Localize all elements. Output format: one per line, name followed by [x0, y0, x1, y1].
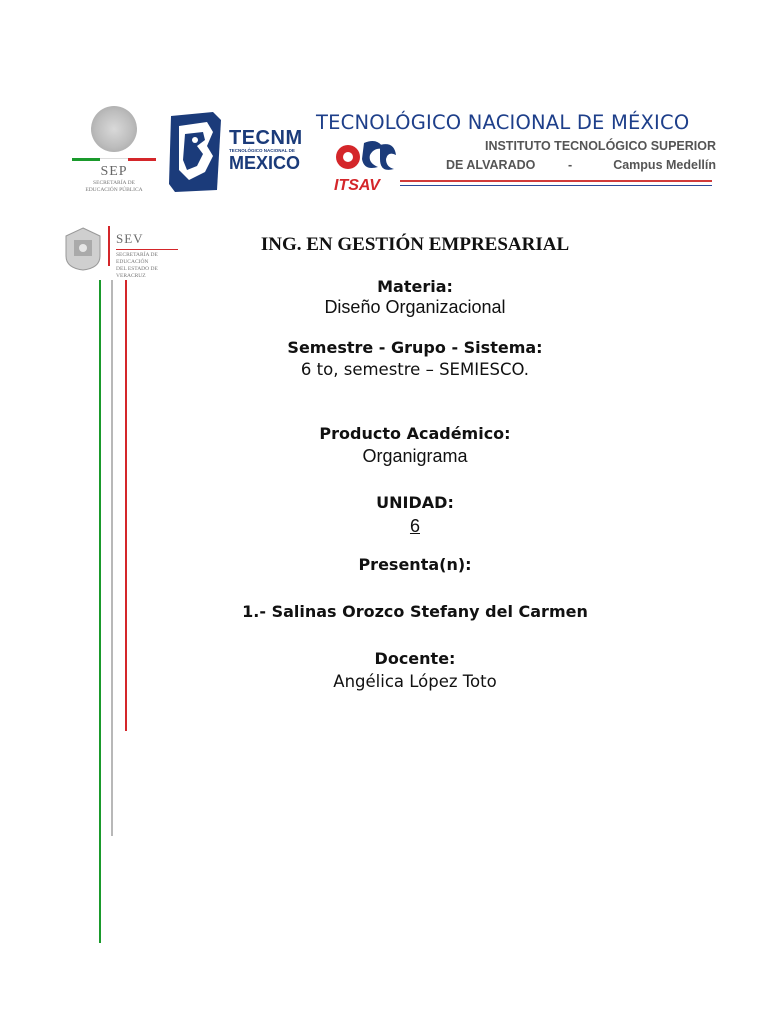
presenter-value: 1.- Salinas Orozco Stefany del Carmen: [242, 602, 588, 621]
institution-line-2-right: Campus Medellín: [613, 158, 716, 172]
header-rule-red: [400, 180, 712, 182]
sev-subtitle-2: DEL ESTADO DE VERACRUZ: [116, 266, 158, 279]
sep-title: SEP: [100, 164, 128, 179]
unit-label: UNIDAD:: [376, 493, 454, 512]
header-rule-blue: [400, 185, 712, 186]
subject-label: Materia:: [377, 277, 453, 296]
tecnm-tagline: TECNOLÓGICO NACIONAL DE: [229, 148, 295, 153]
product-label: Producto Académico:: [319, 424, 511, 443]
side-line-red: [125, 280, 127, 731]
presenter-label: Presenta(n):: [358, 555, 472, 574]
sev-title: SEV: [116, 231, 144, 246]
tecnm-country: MEXICO: [229, 153, 301, 173]
tecnm-name: TECNM: [229, 127, 303, 149]
tricolor-bar: [72, 158, 156, 161]
institution-title: TECNOLÓGICO NACIONAL DE MÉXICO: [316, 111, 690, 134]
side-line-green: [99, 280, 101, 943]
sev-subtitle-1: SECRETARÍA DE EDUCACIÓN: [116, 252, 158, 265]
itsav-emblem-icon: [334, 137, 398, 173]
subject-value: Diseño Organizacional: [324, 297, 506, 317]
product-value: Organigrama: [362, 446, 468, 466]
tecnm-emblem-icon: [167, 110, 225, 194]
sep-subtitle-1: SECRETARÍA DE: [93, 180, 135, 186]
mexico-seal-icon: [91, 106, 137, 152]
teacher-value: Angélica López Toto: [333, 672, 497, 691]
institution-line-2-separator: -: [568, 158, 573, 172]
institution-line-2-left: DE ALVARADO: [446, 158, 536, 172]
itsav-label: ITSAV: [334, 177, 380, 194]
semester-value: 6 to, semestre – SEMIESCO.: [300, 360, 530, 379]
institution-line-1: INSTITUTO TECNOLÓGICO SUPERIOR: [484, 139, 716, 153]
side-line-gray: [111, 280, 113, 836]
unit-value: 6: [409, 516, 420, 536]
tecnm-wordmark: [229, 128, 313, 173]
sep-subtitle-2: EDUCACIÓN PÚBLICA: [85, 187, 143, 193]
teacher-label: Docente:: [374, 649, 456, 668]
sep-logo: [70, 106, 158, 204]
sev-divider: [108, 226, 110, 266]
itsav-logo: [334, 137, 398, 194]
semester-label: Semestre - Grupo - Sistema:: [287, 338, 543, 357]
veracruz-seal-icon: [60, 226, 106, 272]
career-title: ING. EN GESTIÓN EMPRESARIAL: [260, 234, 570, 255]
